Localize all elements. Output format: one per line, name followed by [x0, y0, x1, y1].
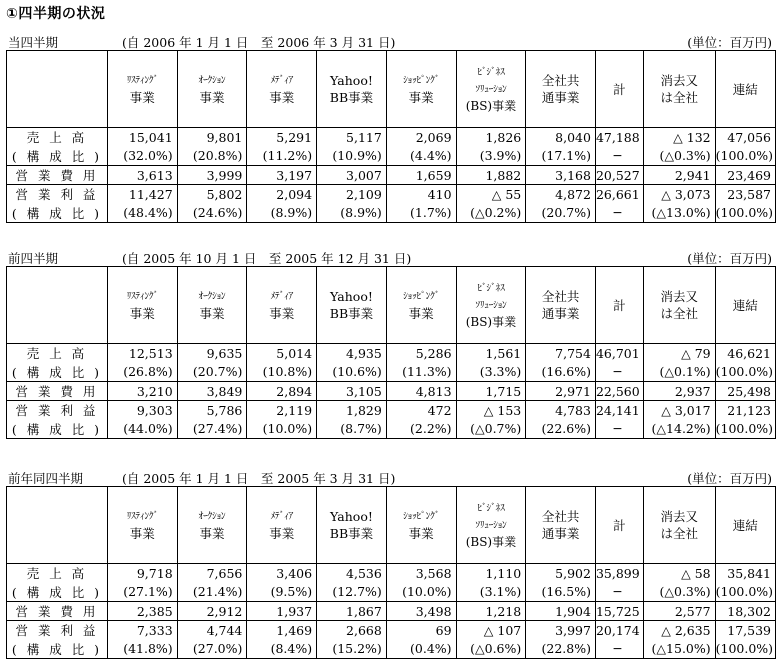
- value-cell: △ 55: [456, 185, 526, 204]
- column-header-line: ﾒﾃﾞｨｱ: [270, 511, 294, 522]
- value-cell: (32.0%): [107, 147, 177, 166]
- value-cell: (20.8%): [177, 147, 247, 166]
- column-header-line: ｵｰｸｼｮﾝ: [198, 511, 226, 522]
- column-header-line: 事業: [408, 526, 434, 541]
- profit-row: [7, 185, 776, 204]
- column-header-line: ﾘｽﾃｨﾝｸﾞ: [126, 75, 159, 86]
- value-cell: 3,999: [177, 166, 247, 185]
- value-cell: 1,882: [456, 166, 526, 185]
- column-header: [456, 51, 526, 128]
- column-header-line: 事業: [269, 90, 295, 105]
- value-cell: 2,971: [526, 382, 596, 401]
- column-header-line: 計: [613, 517, 626, 533]
- value-cell: 23,587: [715, 185, 775, 204]
- value-cell: (9.5%): [247, 583, 317, 602]
- column-header-line: (BS)事業: [465, 98, 517, 113]
- value-cell: (△13.0%): [643, 204, 715, 223]
- value-cell: 4,813: [386, 382, 456, 401]
- segment-table: [6, 266, 776, 439]
- column-header-line: ｿﾘｭｰｼｮﾝ: [475, 519, 507, 531]
- value-cell: 2,937: [643, 382, 715, 401]
- value-cell: 9,718: [107, 564, 177, 583]
- value-cell: (3.9%): [456, 147, 526, 166]
- row-label: 営 業 利 益: [7, 621, 108, 640]
- column-header-line: 事業: [269, 526, 295, 541]
- value-cell: (21.4%): [177, 583, 247, 602]
- column-header-line: 消去又: [660, 289, 698, 304]
- column-header: [595, 51, 643, 128]
- value-cell: 1,659: [386, 166, 456, 185]
- value-cell: 5,902: [526, 564, 596, 583]
- value-cell: (20.7%): [177, 363, 247, 382]
- value-cell: △ 58: [643, 564, 715, 583]
- column-header: [317, 51, 387, 128]
- value-cell: 26,661: [595, 185, 643, 204]
- column-header: [715, 487, 775, 564]
- value-cell: ─: [595, 147, 643, 166]
- sales-ratio-row: [7, 147, 776, 166]
- value-cell: (27.4%): [177, 420, 247, 439]
- value-cell: 5,802: [177, 185, 247, 204]
- column-header-line: 通事業: [541, 306, 580, 321]
- value-cell: (3.1%): [456, 583, 526, 602]
- column-header: [526, 51, 596, 128]
- value-cell: 9,303: [107, 401, 177, 420]
- sales-ratio-row: [7, 583, 776, 602]
- value-cell: (△14.2%): [643, 420, 715, 439]
- value-cell: (10.6%): [317, 363, 387, 382]
- value-cell: (△0.7%): [456, 420, 526, 439]
- value-cell: 21,123: [715, 401, 775, 420]
- expense-row: [7, 602, 776, 621]
- value-cell: (26.8%): [107, 363, 177, 382]
- value-cell: 2,109: [317, 185, 387, 204]
- corner-cell: [7, 51, 108, 128]
- value-cell: (10.8%): [247, 363, 317, 382]
- value-cell: (10.0%): [247, 420, 317, 439]
- column-header-line: ﾘｽﾃｨﾝｸﾞ: [126, 291, 159, 302]
- segment-table: [6, 486, 776, 659]
- value-cell: (20.7%): [526, 204, 596, 223]
- value-cell: (44.0%): [107, 420, 177, 439]
- value-cell: 2,941: [643, 166, 715, 185]
- value-cell: 47,188: [595, 128, 643, 147]
- column-header: [456, 487, 526, 564]
- column-header-line: ｵｰｸｼｮﾝ: [198, 75, 226, 86]
- value-cell: (10.9%): [317, 147, 387, 166]
- header-row: [7, 51, 776, 128]
- value-cell: 8,040: [526, 128, 596, 147]
- value-cell: (8.7%): [317, 420, 387, 439]
- profit-ratio-row: [7, 640, 776, 659]
- value-cell: (22.8%): [526, 640, 596, 659]
- value-cell: 20,527: [595, 166, 643, 185]
- profit-row: [7, 401, 776, 420]
- value-cell: △ 2,635: [643, 621, 715, 640]
- row-label: 営 業 利 益: [7, 401, 108, 420]
- value-cell: 9,635: [177, 344, 247, 363]
- value-cell: (17.1%): [526, 147, 596, 166]
- profit-ratio-row: [7, 420, 776, 439]
- value-cell: 4,744: [177, 621, 247, 640]
- column-header: [595, 487, 643, 564]
- value-cell: 5,014: [247, 344, 317, 363]
- column-header-line: ｿﾘｭｰｼｮﾝ: [475, 83, 507, 95]
- column-header: [643, 51, 715, 128]
- column-header-line: Yahoo!: [330, 509, 373, 524]
- value-cell: 4,935: [317, 344, 387, 363]
- segment-table: [6, 50, 776, 223]
- column-header-line: 連結: [732, 81, 758, 97]
- value-cell: (8.9%): [317, 204, 387, 223]
- row-label: ( 構 成 比 ): [7, 583, 108, 602]
- value-cell: 1,829: [317, 401, 387, 420]
- column-header-line: 計: [613, 81, 626, 97]
- column-header-line: BB事業: [329, 90, 374, 105]
- segment-table-section: [6, 32, 776, 223]
- column-header-line: Yahoo!: [330, 73, 373, 88]
- value-cell: 4,872: [526, 185, 596, 204]
- value-cell: 11,427: [107, 185, 177, 204]
- value-cell: 47,056: [715, 128, 775, 147]
- value-cell: 46,701: [595, 344, 643, 363]
- sales-row: [7, 344, 776, 363]
- column-header-line: (BS)事業: [465, 314, 517, 329]
- column-header-line: は全社: [660, 90, 698, 105]
- value-cell: 18,302: [715, 602, 775, 621]
- value-cell: 2,119: [247, 401, 317, 420]
- value-cell: 9,801: [177, 128, 247, 147]
- value-cell: 7,333: [107, 621, 177, 640]
- value-cell: 46,621: [715, 344, 775, 363]
- value-cell: 3,197: [247, 166, 317, 185]
- page-heading: ①四半期の状況: [6, 6, 106, 22]
- value-cell: 7,754: [526, 344, 596, 363]
- period-text: (自 2005 年 10 月 1 日 至 2005 年 12 月 31 日): [122, 251, 412, 266]
- column-header-line: (BS)事業: [465, 534, 517, 549]
- column-header: [526, 267, 596, 344]
- column-header: [317, 487, 387, 564]
- value-cell: 1,715: [456, 382, 526, 401]
- value-cell: (24.6%): [177, 204, 247, 223]
- value-cell: (8.4%): [247, 640, 317, 659]
- unit-label: (単位：百万円): [687, 35, 772, 50]
- value-cell: ─: [595, 583, 643, 602]
- value-cell: (27.0%): [177, 640, 247, 659]
- section-caption: [6, 248, 776, 266]
- value-cell: (16.5%): [526, 583, 596, 602]
- column-header-line: BB事業: [329, 306, 374, 321]
- row-label: 売 上 高: [7, 564, 108, 583]
- profit-row: [7, 621, 776, 640]
- section-label: 前四半期: [8, 251, 59, 266]
- row-label: ( 構 成 比 ): [7, 363, 108, 382]
- column-header: [107, 51, 177, 128]
- value-cell: △ 107: [456, 621, 526, 640]
- value-cell: 25,498: [715, 382, 775, 401]
- value-cell: 2,894: [247, 382, 317, 401]
- value-cell: ─: [595, 640, 643, 659]
- value-cell: 20,174: [595, 621, 643, 640]
- column-header-line: ﾋﾞｼﾞﾈｽ: [477, 502, 505, 514]
- value-cell: △ 79: [643, 344, 715, 363]
- column-header-line: ﾘｽﾃｨﾝｸﾞ: [126, 511, 159, 522]
- value-cell: 1,937: [247, 602, 317, 621]
- sales-ratio-row: [7, 363, 776, 382]
- value-cell: 1,904: [526, 602, 596, 621]
- value-cell: 3,406: [247, 564, 317, 583]
- column-header-line: ｵｰｸｼｮﾝ: [198, 291, 226, 302]
- value-cell: (△0.6%): [456, 640, 526, 659]
- value-cell: 12,513: [107, 344, 177, 363]
- column-header-line: 連結: [732, 297, 758, 313]
- column-header: [595, 267, 643, 344]
- period-text: (自 2006 年 1 月 1 日 至 2006 年 3 月 31 日): [122, 35, 396, 50]
- column-header-line: 事業: [129, 526, 155, 541]
- column-header-line: Yahoo!: [330, 289, 373, 304]
- column-header-line: 全社共: [541, 73, 580, 88]
- column-header: [177, 487, 247, 564]
- value-cell: 1,469: [247, 621, 317, 640]
- header-row: [7, 267, 776, 344]
- column-header: [456, 267, 526, 344]
- value-cell: 35,899: [595, 564, 643, 583]
- row-label: 営 業 費 用: [7, 382, 108, 401]
- value-cell: 15,041: [107, 128, 177, 147]
- column-header-line: 事業: [199, 526, 225, 541]
- value-cell: 2,385: [107, 602, 177, 621]
- value-cell: (△0.1%): [643, 363, 715, 382]
- corner-cell: [7, 487, 108, 564]
- column-header-line: 全社共: [541, 509, 580, 524]
- section-caption: [6, 468, 776, 486]
- value-cell: 1,826: [456, 128, 526, 147]
- column-header-line: 計: [613, 297, 626, 313]
- column-header-line: ﾋﾞｼﾞﾈｽ: [477, 66, 505, 78]
- unit-label: (単位：百万円): [687, 251, 772, 266]
- column-header-line: は全社: [660, 526, 698, 541]
- value-cell: (11.2%): [247, 147, 317, 166]
- value-cell: (2.2%): [386, 420, 456, 439]
- segment-table-section: [6, 248, 776, 439]
- expense-row: [7, 382, 776, 401]
- column-header-line: 全社共: [541, 289, 580, 304]
- value-cell: 1,561: [456, 344, 526, 363]
- value-cell: ─: [595, 363, 643, 382]
- value-cell: (3.3%): [456, 363, 526, 382]
- column-header-line: BB事業: [329, 526, 374, 541]
- column-header: [107, 487, 177, 564]
- row-label: ( 構 成 比 ): [7, 640, 108, 659]
- column-header-line: 通事業: [541, 526, 580, 541]
- column-header-line: 連結: [732, 517, 758, 533]
- value-cell: (△0.3%): [643, 583, 715, 602]
- column-header-line: 通事業: [541, 90, 580, 105]
- value-cell: 3,007: [317, 166, 387, 185]
- value-cell: ─: [595, 420, 643, 439]
- value-cell: 3,568: [386, 564, 456, 583]
- column-header: [247, 487, 317, 564]
- value-cell: 5,286: [386, 344, 456, 363]
- value-cell: 22,560: [595, 382, 643, 401]
- value-cell: 69: [386, 621, 456, 640]
- value-cell: (16.6%): [526, 363, 596, 382]
- value-cell: (15.2%): [317, 640, 387, 659]
- column-header-line: ﾒﾃﾞｨｱ: [270, 291, 294, 302]
- column-header: [386, 267, 456, 344]
- value-cell: (1.7%): [386, 204, 456, 223]
- column-header: [643, 267, 715, 344]
- value-cell: (100.0%): [715, 363, 775, 382]
- column-header-line: 事業: [408, 306, 434, 321]
- value-cell: 35,841: [715, 564, 775, 583]
- column-header: [643, 487, 715, 564]
- sales-row: [7, 128, 776, 147]
- row-label: ( 構 成 比 ): [7, 147, 108, 166]
- value-cell: 1,110: [456, 564, 526, 583]
- value-cell: 3,105: [317, 382, 387, 401]
- value-cell: 3,849: [177, 382, 247, 401]
- value-cell: 15,725: [595, 602, 643, 621]
- column-header: [526, 487, 596, 564]
- value-cell: ─: [595, 204, 643, 223]
- value-cell: 2,094: [247, 185, 317, 204]
- column-header-line: は全社: [660, 306, 698, 321]
- value-cell: △ 3,017: [643, 401, 715, 420]
- value-cell: 5,117: [317, 128, 387, 147]
- value-cell: (100.0%): [715, 147, 775, 166]
- column-header: [107, 267, 177, 344]
- row-label: 営 業 利 益: [7, 185, 108, 204]
- value-cell: 4,783: [526, 401, 596, 420]
- value-cell: 5,291: [247, 128, 317, 147]
- header-row: [7, 487, 776, 564]
- value-cell: (8.9%): [247, 204, 317, 223]
- value-cell: (27.1%): [107, 583, 177, 602]
- column-header-line: 事業: [129, 90, 155, 105]
- value-cell: 1,218: [456, 602, 526, 621]
- column-header-line: 事業: [408, 90, 434, 105]
- value-cell: 2,668: [317, 621, 387, 640]
- section-label: 前年同四半期: [8, 471, 84, 486]
- value-cell: (48.4%): [107, 204, 177, 223]
- value-cell: (100.0%): [715, 640, 775, 659]
- value-cell: (△15.0%): [643, 640, 715, 659]
- column-header: [715, 51, 775, 128]
- value-cell: 3,498: [386, 602, 456, 621]
- value-cell: 4,536: [317, 564, 387, 583]
- value-cell: (0.4%): [386, 640, 456, 659]
- value-cell: (10.0%): [386, 583, 456, 602]
- row-label: ( 構 成 比 ): [7, 420, 108, 439]
- column-header: [247, 267, 317, 344]
- column-header-line: 事業: [129, 306, 155, 321]
- value-cell: 23,469: [715, 166, 775, 185]
- column-header-line: 事業: [199, 90, 225, 105]
- value-cell: 5,786: [177, 401, 247, 420]
- section-label: 当四半期: [8, 35, 59, 50]
- row-label: 営 業 費 用: [7, 602, 108, 621]
- column-header: [386, 487, 456, 564]
- value-cell: 3,997: [526, 621, 596, 640]
- value-cell: (100.0%): [715, 204, 775, 223]
- column-header-line: 消去又: [660, 509, 698, 524]
- value-cell: 3,168: [526, 166, 596, 185]
- row-label: ( 構 成 比 ): [7, 204, 108, 223]
- value-cell: (100.0%): [715, 583, 775, 602]
- corner-cell: [7, 267, 108, 344]
- column-header-line: 事業: [199, 306, 225, 321]
- row-label: 売 上 高: [7, 344, 108, 363]
- column-header-line: ｼｮｯﾋﾟﾝｸﾞ: [403, 511, 440, 522]
- row-label: 売 上 高: [7, 128, 108, 147]
- value-cell: △ 153: [456, 401, 526, 420]
- value-cell: 7,656: [177, 564, 247, 583]
- column-header: [247, 51, 317, 128]
- value-cell: 2,577: [643, 602, 715, 621]
- value-cell: (△0.2%): [456, 204, 526, 223]
- column-header-line: 消去又: [660, 73, 698, 88]
- value-cell: 2,912: [177, 602, 247, 621]
- column-header-line: ﾒﾃﾞｨｱ: [270, 75, 294, 86]
- column-header-line: 事業: [269, 306, 295, 321]
- column-header: [715, 267, 775, 344]
- profit-ratio-row: [7, 204, 776, 223]
- value-cell: 3,210: [107, 382, 177, 401]
- column-header-line: ｿﾘｭｰｼｮﾝ: [475, 299, 507, 311]
- value-cell: 3,613: [107, 166, 177, 185]
- value-cell: 24,141: [595, 401, 643, 420]
- value-cell: (22.6%): [526, 420, 596, 439]
- value-cell: (100.0%): [715, 420, 775, 439]
- value-cell: 472: [386, 401, 456, 420]
- column-header: [177, 51, 247, 128]
- column-header: [177, 267, 247, 344]
- value-cell: 410: [386, 185, 456, 204]
- segment-table-section: [6, 468, 776, 659]
- value-cell: (△0.3%): [643, 147, 715, 166]
- value-cell: (11.3%): [386, 363, 456, 382]
- column-header-line: ｼｮｯﾋﾟﾝｸﾞ: [403, 75, 440, 86]
- value-cell: (12.7%): [317, 583, 387, 602]
- period-text: (自 2005 年 1 月 1 日 至 2005 年 3 月 31 日): [122, 471, 396, 486]
- section-caption: [6, 32, 776, 50]
- value-cell: (41.8%): [107, 640, 177, 659]
- value-cell: △ 3,073: [643, 185, 715, 204]
- sales-row: [7, 564, 776, 583]
- value-cell: △ 132: [643, 128, 715, 147]
- column-header: [386, 51, 456, 128]
- expense-row: [7, 166, 776, 185]
- column-header: [317, 267, 387, 344]
- row-label: 営 業 費 用: [7, 166, 108, 185]
- unit-label: (単位：百万円): [687, 471, 772, 486]
- value-cell: (4.4%): [386, 147, 456, 166]
- value-cell: 1,867: [317, 602, 387, 621]
- column-header-line: ﾋﾞｼﾞﾈｽ: [477, 282, 505, 294]
- value-cell: 17,539: [715, 621, 775, 640]
- column-header-line: ｼｮｯﾋﾟﾝｸﾞ: [403, 291, 440, 302]
- value-cell: 2,069: [386, 128, 456, 147]
